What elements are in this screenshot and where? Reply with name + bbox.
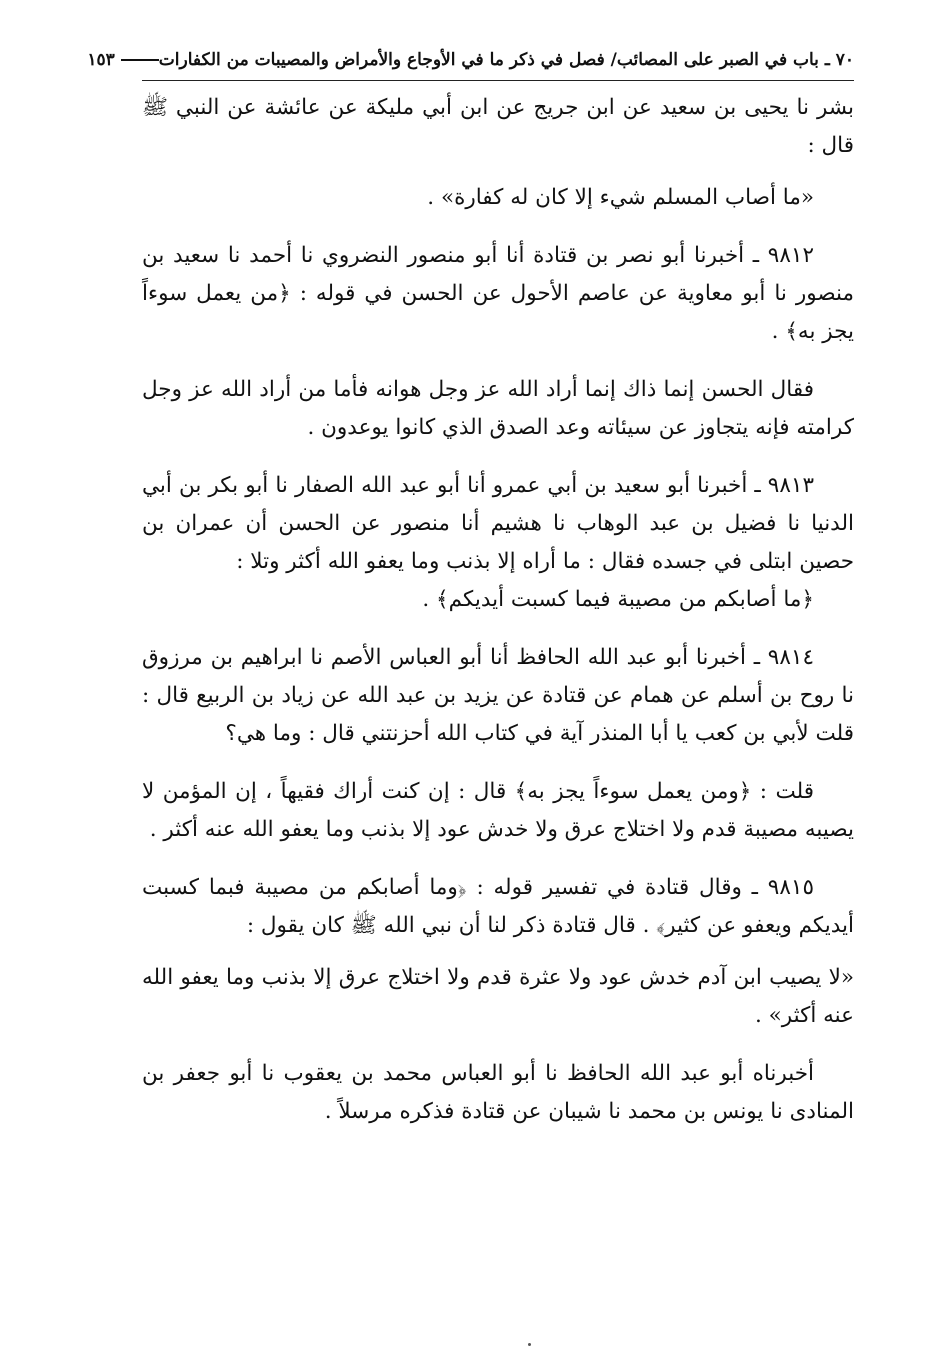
page-number: ١٥٣ [87, 50, 115, 70]
paragraph-hadith-quote: «لا يصيب ابن آدم خدش عود ولا عثرة قدم ولا اختلاج عرق إلا بذنب وما يعفو الله عنه أكثر» . [142, 965, 854, 1028]
paragraph-9815: ٩٨١٥ ـ وقال قتادة في تفسير قوله : ﴿وما أصابكم من مصيبة فبما كسبت أيديكم ويعفو عن كثير﴾ . قال قتادة ذكر لنا أن نبي الله ﷺ كان يقول : [142, 875, 854, 938]
paragraph: قلت : ﴿ومن يعمل سوءاً يجز به﴾ قال : إن كنت أراك فقيهاً ، إن المؤمن لا يصيبه مصيبة قدم ولا اختلاج عرق ولا خدش عود إلا بذنب وما يعفو الله عنه أكثر . [142, 779, 854, 842]
paragraph: أخبرناه أبو عبد الله الحافظ نا أبو العباس محمد بن يعقوب نا أبو جعفر بن المنادى نا يونس بن محمد نا شيبان عن قتادة فذكره مرسلاً . [142, 1061, 854, 1124]
paragraph-hadith-quote: «ما أصاب المسلم شيء إلا كان له كفارة» . [427, 185, 814, 210]
page-body [142, 89, 854, 1131]
paragraph: بشر نا يحيى بن سعيد عن ابن جريج عن ابن أبي مليكة عن عائشة عن النبي ﷺ قال : [142, 95, 854, 158]
running-header [87, 40, 854, 81]
paragraph: فقال الحسن إنما ذاك إنما أراد الله عز وجل هوانه فأما من أراد الله عز وجل كرامته فإنه يتجاوز عن سيئاته وعد الصدق الذي كانوا يوعدون . [142, 377, 854, 440]
page-speck [528, 1343, 531, 1346]
page-number-block [87, 50, 158, 70]
book-page [87, 40, 854, 1340]
paragraph-9813: ٩٨١٣ ـ أخبرنا أبو سعيد بن أبي عمرو أنا أبو عبد الله الصفار نا أبو بكر بن أبي الدنيا نا فضيل بن عبد الوهاب نا هشيم أنا منصور عن الحسن أن عمران بن حصين ابتلى في جسده فقال : ما أراه إلا بذنب وما يعفو الله أكثر وتلا : [142, 473, 854, 574]
header-rule-dash [121, 59, 159, 61]
quran-quote: ﴿ما أصابكم من مصيبة فيما كسبت أيديكم﴾ . [422, 587, 814, 612]
chapter-title: ٧٠ ـ باب في الصبر على المصائب/ فصل في ذكر ما في الأوجاع والأمراض والمصيبات من الكفارات [158, 50, 854, 70]
paragraph-9814: ٩٨١٤ ـ أخبرنا أبو عبد الله الحافظ أنا أبو العباس الأصم نا ابراهيم بن مرزوق نا روح بن أسلم عن همام عن قتادة عن يزيد بن عبد الله عن زياد بن الربيع قال : قلت لأبي بن كعب يا أبا المنذر آية في كتاب الله أحزنتني قال : وما هي؟ [142, 645, 854, 746]
paragraph-9812: ٩٨١٢ ـ أخبرنا أبو نصر بن قتادة أنا أبو منصور النضروي نا أحمد نا سعيد بن منصور نا أبو معاوية عن عاصم الأحول عن الحسن في قوله : ﴿من يعمل سوءاً يجز به﴾ . [142, 243, 854, 344]
